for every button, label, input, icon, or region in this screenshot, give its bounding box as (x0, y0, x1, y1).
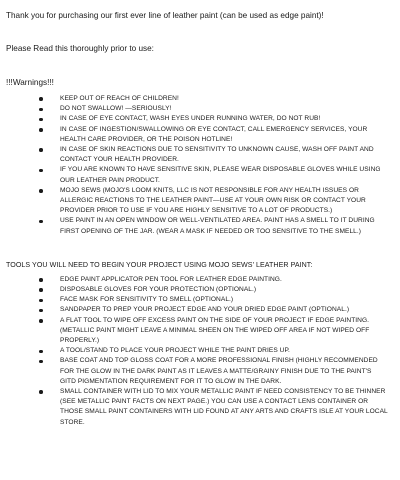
tool-text: BASE COAT AND TOP GLOSS COAT FOR A MORE PROFESSIONAL FINISH (HIGHLY RECOMMENDED FOR THE GLOW IN THE DARK PAINT AS IT LEAVES A MATTE/GRAINY FINISH DUE TO THE PAINT'S GITD PIGMENTATION REQUIREMENT FOR IT TO GLOW IN THE DARK. (60, 357, 378, 385)
bullet-icon (39, 148, 43, 152)
bullet-icon (39, 118, 43, 122)
tool-item (6, 356, 388, 387)
tool-item (6, 387, 388, 428)
tool-item (6, 275, 388, 285)
warning-item (6, 216, 388, 236)
tool-text: FACE MASK FOR SENSITIVITY TO SMELL (OPTIONAL.) (60, 296, 234, 304)
bullet-icon (39, 278, 43, 282)
tools-heading: TOOLS YOU WILL NEED TO BEGIN YOUR PROJECT USING MOJO SEWS' LEATHER PAINT: (6, 260, 313, 269)
warning-item (6, 114, 388, 124)
tool-item (6, 285, 388, 295)
warning-text: KEEP OUT OF REACH OF CHILDREN! (60, 95, 179, 102)
bullet-icon (39, 288, 43, 292)
warning-item (6, 125, 388, 145)
bullet-icon (39, 128, 43, 132)
bullet-icon (39, 220, 43, 224)
warning-item (6, 104, 388, 114)
tool-item (6, 316, 388, 347)
bullet-icon (39, 350, 43, 354)
bullet-icon (39, 97, 43, 101)
tool-text: DISPOSABLE GLOVES FOR YOUR PROTECTION (OPTIONAL.) (60, 286, 257, 294)
tool-text: SMALL CONTAINER WITH LID TO MIX YOUR METALLIC PAINT IF NEED CONSISTENCY TO BE THINNER (SEE METALLIC PAINT FACTS ON NEXT PAGE.) YOU CAN USE A CONTACT LENS CONTAINER OR THOSE SMALL PAINT CONTAINERS WITH LID FOUND AT ANY ARTS AND CRAFTS ISLE AT YOUR LOCAL STORE. (60, 388, 388, 426)
tool-text: A TOOL/STAND TO PLACE YOUR PROJECT WHILE THE PAINT DRIES UP. (60, 347, 290, 355)
tool-text: EDGE PAINT APPLICATOR PEN TOOL FOR LEATHER EDGE PAINTING. (60, 275, 282, 283)
warning-text: DO NOT SWALLOW! —SERIOUSLY! (60, 105, 172, 113)
warning-text: USE PAINT IN AN OPEN WINDOW OR WELL-VENTILATED AREA. PAINT HAS A SMELL TO IT DURING FIRST OPENING OF THE JAR. (WEAR A MASK IF NEEDED OR TOO SENSITIVE TO THE SMELL.) (60, 217, 375, 235)
bullet-icon (39, 360, 43, 364)
tools-list (6, 275, 388, 428)
read-notice: Please Read this thoroughly prior to use: (6, 44, 154, 53)
warnings-heading: !!!Warnings!!! (6, 78, 54, 87)
warning-item (6, 94, 388, 104)
warning-item (6, 186, 388, 217)
warning-text: IN CASE OF SKIN REACTIONS DUE TO SENSITIVITY TO UNKNOWN CAUSE, WASH OFF PAINT AND CONTACT YOUR HEALTH PROVIDER. (60, 146, 374, 164)
tool-item (6, 305, 388, 315)
warning-item (6, 165, 388, 185)
intro-text: Thank you for purchasing our first ever line of leather paint (can be used as edge paint)! (6, 11, 324, 20)
bullet-icon (39, 299, 43, 303)
tool-text: A FLAT TOOL TO WIPE OFF EXCESS PAINT ON THE SIDE OF YOUR PROJECT IF EDGE PAINTING. (METALLIC PAINT MIGHT LEAVE A MINIMAL SHEEN ON THE WIPED OFF AREA IF NOT WIPED OFF PROPERLY.) (60, 316, 370, 345)
tool-text: SANDPAPER TO PREP YOUR PROJECT EDGE AND YOUR DRIED EDGE PAINT (OPTIONAL.) (60, 306, 350, 314)
warning-text: IF YOU ARE KNOWN TO HAVE SENSITIVE SKIN, PLEASE WEAR DISPOSABLE GLOVES WHILE USING OUR LEATHER PAIN PRODUCT. (60, 166, 381, 184)
warnings-list (6, 94, 388, 237)
warning-text: IN CASE OF INGESTION/SWALLOWING OR EYE CONTACT, CALL EMERGENCY SERVICES, YOUR HEALTH CARE PROVIDER, OR THE POISON HOTLINE! (60, 125, 368, 143)
tool-item (6, 295, 388, 305)
bullet-icon (39, 319, 43, 323)
tool-item (6, 346, 388, 356)
warning-text: IN CASE OF EYE CONTACT, WASH EYES UNDER RUNNING WATER, DO NOT RUB! (60, 115, 321, 123)
bullet-icon (39, 108, 43, 112)
bullet-icon (39, 189, 43, 193)
bullet-icon (39, 169, 43, 173)
bullet-icon (39, 309, 43, 313)
bullet-icon (39, 390, 43, 394)
warning-text: MOJO SEWS (MOJO'S LOOM KNITS, LLC IS NOT RESPONSIBLE FOR ANY HEALTH ISSUES OR ALLERGIC REACTIONS TO THE LEATHER PAINT—USE AT YOUR OWN RISK OR CONTACT YOUR PROVIDER PRIOR TO USE IF YOU ARE HIGHLY SENSITIVE TO A LOT OF PRODUCTS.) (60, 186, 366, 215)
warning-item (6, 145, 388, 165)
